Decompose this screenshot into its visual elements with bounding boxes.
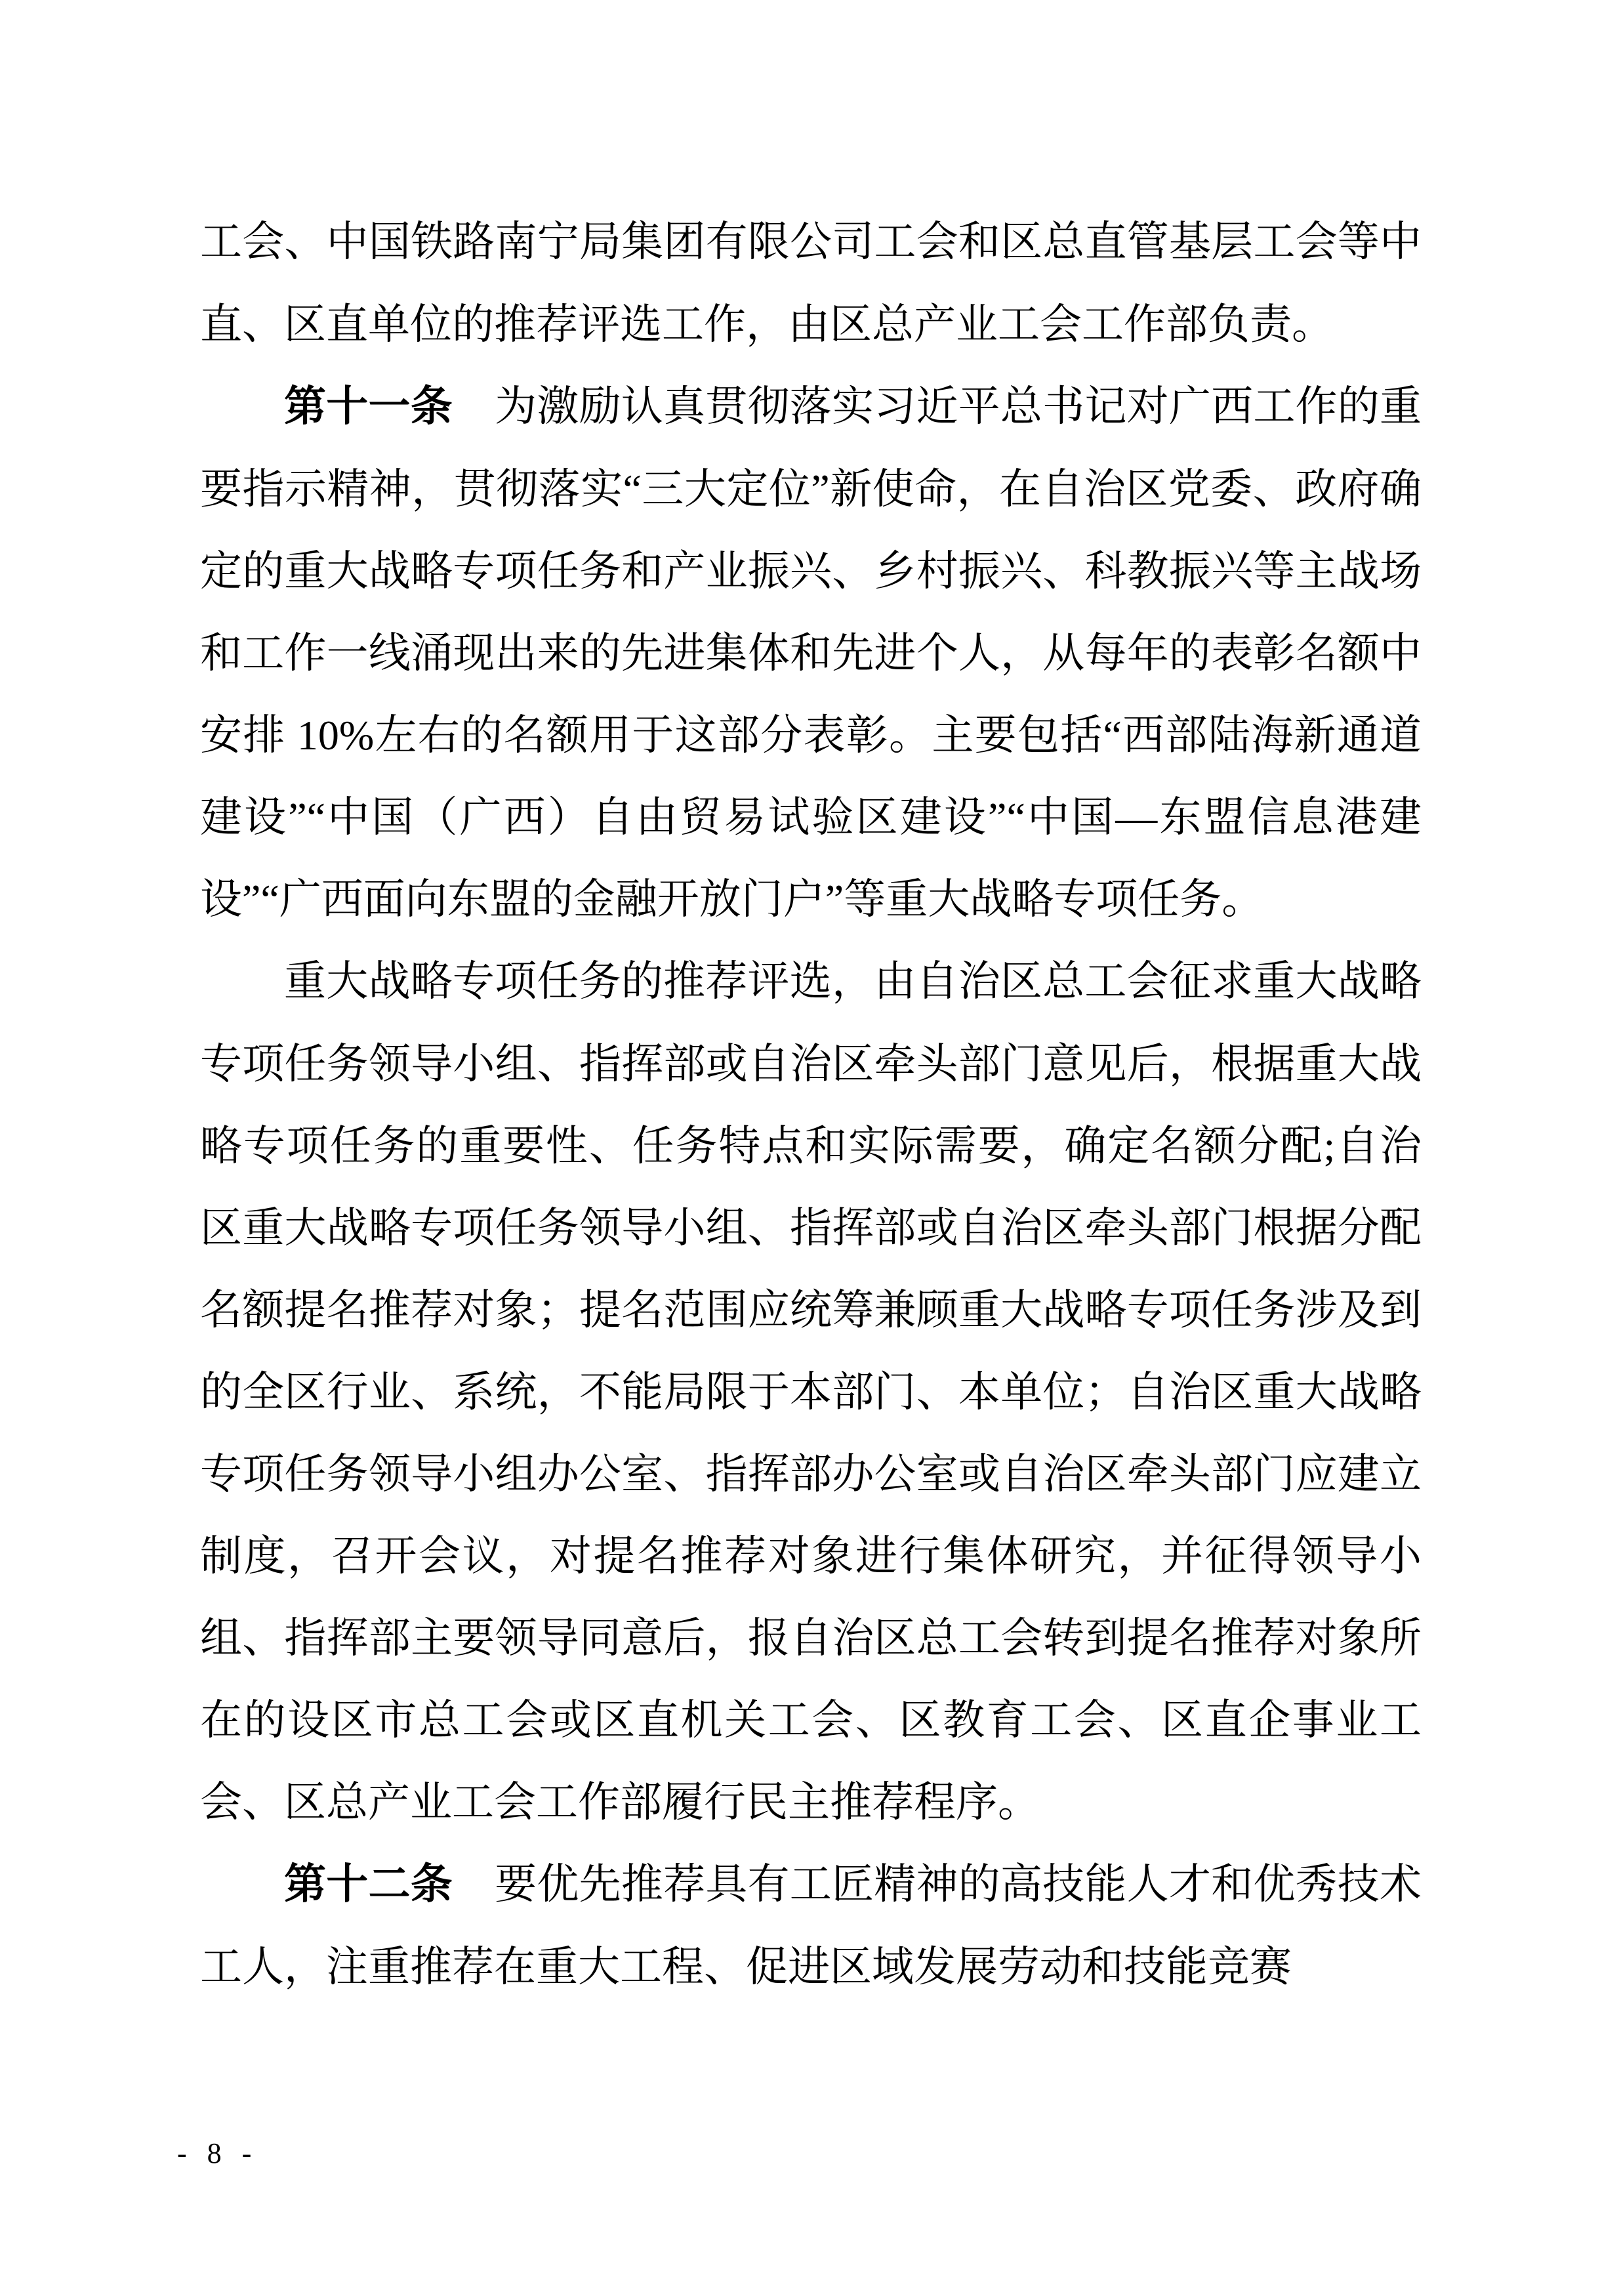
- body-paragraph: [200, 940, 1422, 1843]
- page-number: - 8 -: [177, 2137, 258, 2169]
- paragraph-text: 工会、中国铁路南宁局集团有限公司工会和区总直管基层工会等中直、区直单位的推荐评选工作，由区总产业工会工作部负责。: [200, 219, 1422, 348]
- body-paragraph: [200, 365, 1422, 940]
- clause-heading: 第十二条: [284, 1860, 453, 1909]
- document-body: [200, 201, 1422, 2008]
- body-paragraph: [200, 1843, 1422, 2008]
- paragraph-text: 要优先推荐具有工匠精神的高技能人才和优秀技术工人，注重推荐在重大工程、促进区域发展劳动和技能竞赛: [200, 1861, 1422, 1990]
- paragraph-text: 重大战略专项任务的推荐评选，由自治区总工会征求重大战略专项任务领导小组、指挥部或自治区牵头部门意见后，根据重大战略专项任务的重要性、任务特点和实际需要，确定名额分配;自治区重大战略专项任务领导小组、指挥部或自治区牵头部门根据分配名额提名推荐对象；提名范围应统筹兼顾重大战略专项任务涉及到的全区行业、系统，不能局限于本部门、本单位；自治区重大战略专项任务领导小组办公室、指挥部办公室或自治区牵头部门应建立制度，召开会议，对提名推荐对象进行集体研究，并征得领导小组、指挥部主要领导同意后，报自治区总工会转到提名推荐对象所在的设区市总工会或区直机关工会、区教育工会、区直企事业工会、区总产业工会工作部履行民主推荐程序。: [200, 958, 1422, 1826]
- clause-heading: 第十一条: [284, 383, 453, 431]
- body-paragraph: [200, 201, 1422, 365]
- paragraph-text: 为激励认真贯彻落实习近平总书记对广西工作的重要指示精神，贯彻落实“三大定位”新使命，在自治区党委、政府确定的重大战略专项任务和产业振兴、乡村振兴、科教振兴等主战场和工作一线涌现出来的先进集体和先进个人，从每年的表彰名额中安排 10%左右的名额用于这部分表彰。主要包括“西部陆海新通道建设”“中国（广西）自由贸易试验区建设”“中国—东盟信息港建设”“广西面向东盟的金融开放门户”等重大战略专项任务。: [200, 383, 1422, 923]
